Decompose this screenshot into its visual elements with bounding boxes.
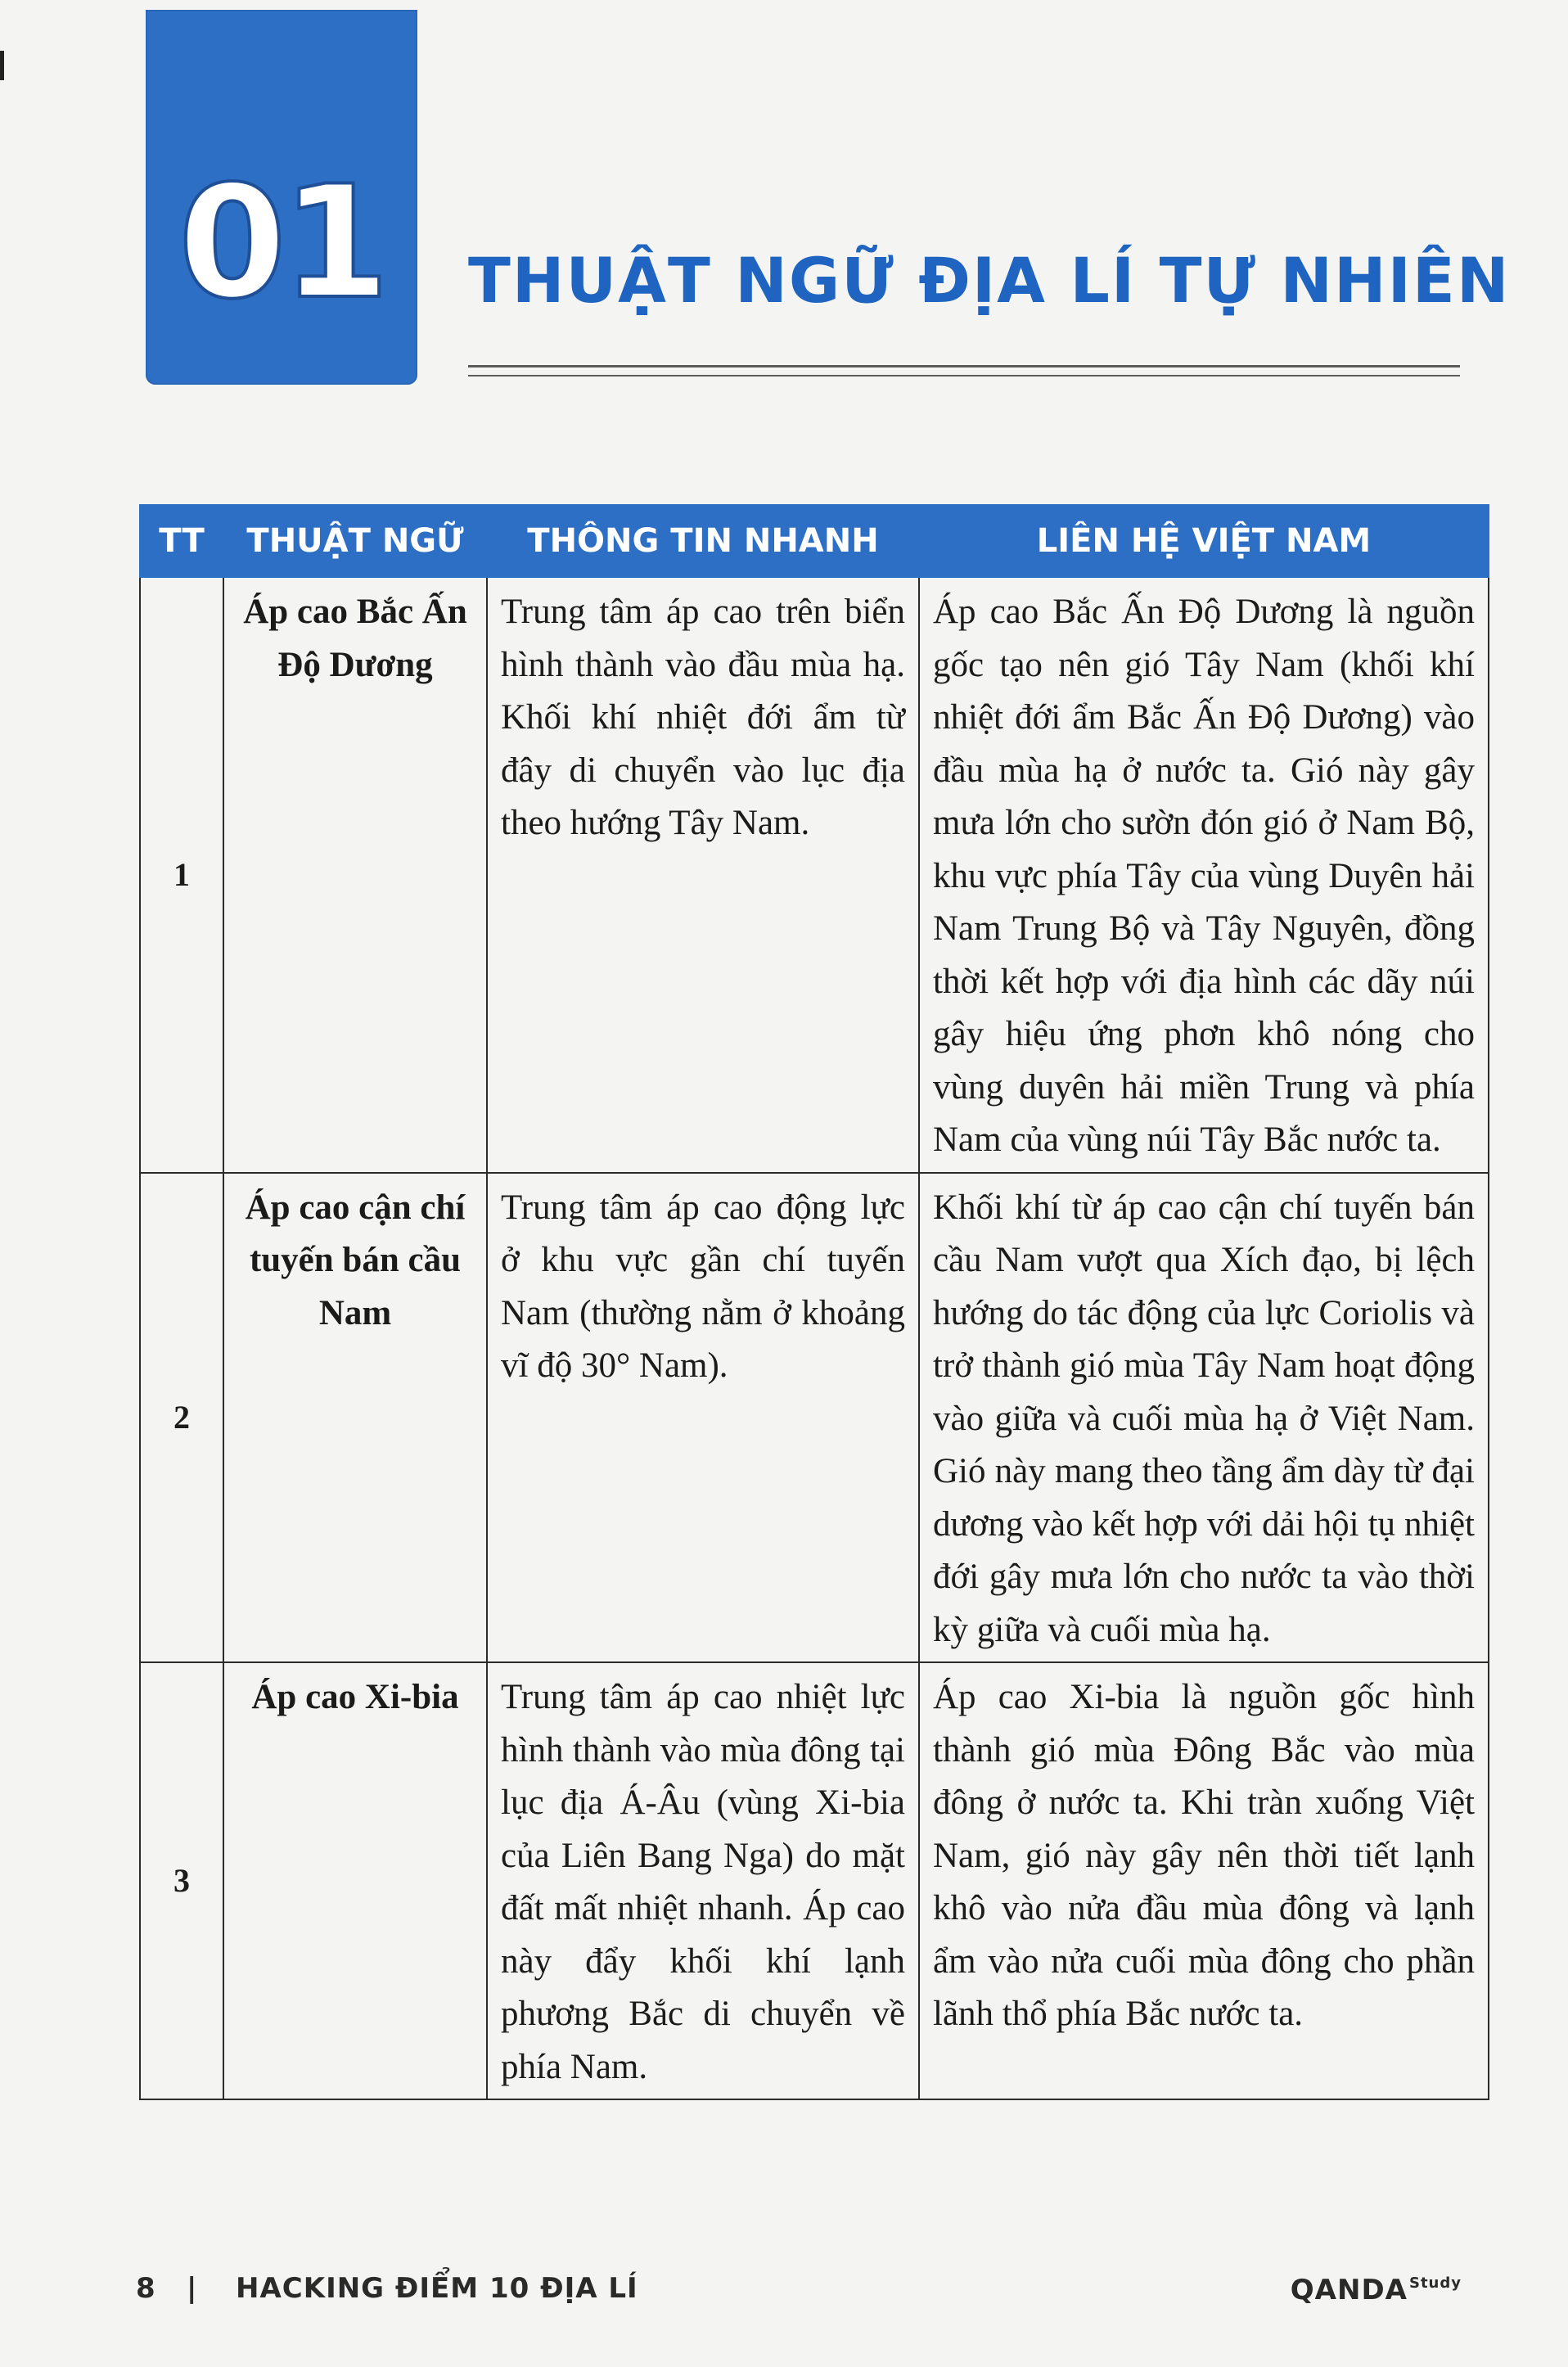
terminology-table — [139, 504, 1489, 2100]
page-number: 8 — [136, 2272, 155, 2305]
page-footer — [136, 2272, 1462, 2321]
term-cell: Áp cao cận chí tuyến bán cầu Nam — [223, 1173, 487, 1663]
vietnam-link-cell: Áp cao Bắc Ấn Độ Dương là nguồn gốc tạo nên gió Tây Nam (khối khí nhiệt đới ẩm Bắc Ấn Độ Dương) vào đầu mùa hạ ở nước ta. Gió này gây mưa lớn cho sườn đón gió ở Nam Bộ, khu vực phía Tây của vùng Duyên hải Nam Trung Bộ và Tây Nguyên, đồng thời kết hợp với địa hình các dãy núi gây hiệu ứng phơn khô nóng cho vùng duyên hải miền Trung và phía Nam của vùng núi Tây Bắc nước ta. — [919, 577, 1489, 1173]
vietnam-link-cell: Áp cao Xi-bia là nguồn gốc hình thành gió mùa Đông Bắc vào mùa đông ở nước ta. Khi tràn xuống Việt Nam, gió này gây nên thời tiết lạnh khô vào nửa đầu mùa đông và lạnh ẩm vào nửa cuối mùa đông cho phần lãnh thổ phía Bắc nước ta. — [919, 1662, 1489, 2099]
chapter-title: THUẬT NGỮ ĐỊA LÍ TỰ NHIÊN — [468, 244, 1511, 317]
footer-separator: | — [187, 2272, 197, 2305]
chapter-number: 01 — [178, 152, 385, 333]
title-underline — [468, 365, 1460, 367]
brand-name: QANDA — [1290, 2274, 1408, 2306]
quick-info-cell: Trung tâm áp cao động lực ở khu vực gần chí tuyến Nam (thường nằm ở khoảng vĩ độ 30° Nam). — [487, 1173, 919, 1663]
title-underline-second — [468, 375, 1460, 376]
page-edge-mark — [0, 51, 4, 80]
term-cell: Áp cao Bắc Ấn Độ Dương — [223, 577, 487, 1173]
header-term: THUẬT NGỮ — [223, 505, 487, 577]
header-tt: TT — [140, 505, 223, 577]
quick-info-cell: Trung tâm áp cao trên biển hình thành vào đầu mùa hạ. Khối khí nhiệt đới ẩm từ đây di chuyển vào lục địa theo hướng Tây Nam. — [487, 577, 919, 1173]
table-row — [140, 1662, 1489, 2099]
brand-logo — [1291, 2274, 1462, 2306]
row-number: 1 — [140, 577, 223, 1173]
vietnam-link-cell: Khối khí từ áp cao cận chí tuyến bán cầu Nam vượt qua Xích đạo, bị lệch hướng do tác động của lực Coriolis và trở thành gió mùa Tây Nam hoạt động vào giữa và cuối mùa hạ ở Việt Nam. Gió này mang theo tầng ẩm dày từ đại dương vào kết hợp với dải hội tụ nhiệt đới gây mưa lớn cho nước ta vào thời kỳ giữa và cuối mùa hạ. — [919, 1173, 1489, 1663]
table-row — [140, 577, 1489, 1173]
term-cell: Áp cao Xi-bia — [223, 1662, 487, 2099]
row-number: 3 — [140, 1662, 223, 2099]
header-vietnam-link: LIÊN HỆ VIỆT NAM — [919, 505, 1489, 577]
table-header-row — [140, 505, 1489, 577]
book-title: HACKING ĐIỂM 10 ĐỊA LÍ — [236, 2272, 638, 2305]
brand-sup: Study — [1408, 2275, 1462, 2292]
quick-info-cell: Trung tâm áp cao nhiệt lực hình thành vào mùa đông tại lục địa Á-Âu (vùng Xi-bia của Liên Bang Nga) do mặt đất mất nhiệt nhanh. Áp cao này đẩy khối khí lạnh phương Bắc di chuyển về phía Nam. — [487, 1662, 919, 2099]
header-quick-info: THÔNG TIN NHANH — [487, 505, 919, 577]
row-number: 2 — [140, 1173, 223, 1663]
chapter-number-box — [146, 10, 417, 385]
table-row — [140, 1173, 1489, 1663]
